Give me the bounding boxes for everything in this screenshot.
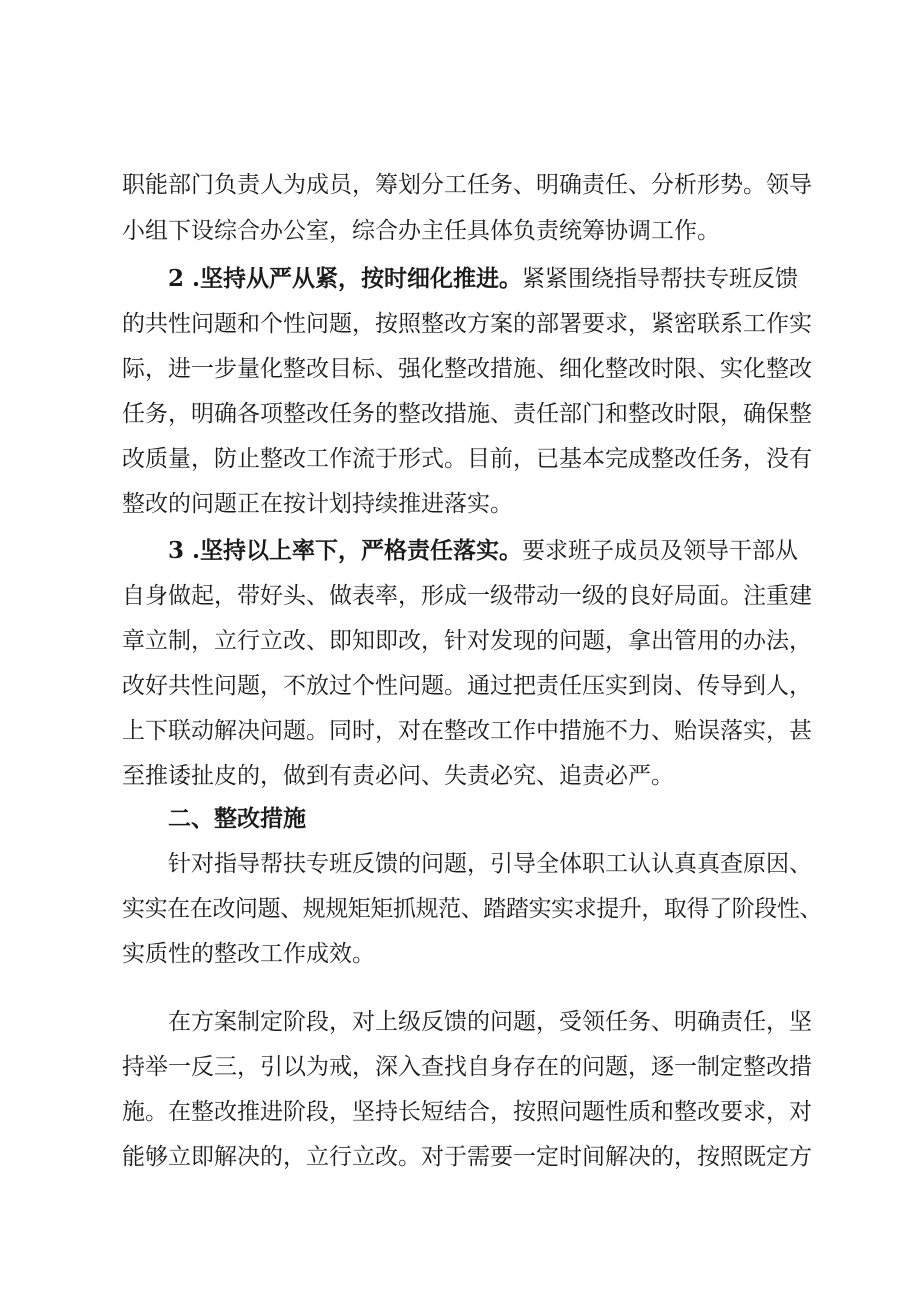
paragraph-3-line-6: 至推诿扯皮的，做到有责必问、失责必究、追责必严。	[122, 763, 674, 789]
paragraph-5-line-4: 能够立即解决的，立行立改。对于需要一定时间解决的，按照既定方	[122, 1144, 812, 1170]
paragraph-2-line-5: 改质量，防止整改工作流于形式。目前，已基本完成整改任务，没有	[122, 446, 812, 472]
paragraph-4-line-3: 实质性的整改工作成效。	[122, 941, 375, 967]
paragraph-3-line-4: 改好共性问题，不放过个性问题。通过把责任压实到岗、传导到人，	[122, 673, 812, 699]
paragraph-2-line-3: 际，进一步量化整改目标、强化整改措施、细化整改时限、实化整改	[122, 356, 812, 382]
paragraph-2-line-4: 任务，明确各项整改任务的整改措施、责任部门和整改时限，确保整	[122, 401, 812, 427]
paragraph-5-line-3: 施。在整改推进阶段，坚持长短结合，按照问题性质和整改要求，对	[122, 1099, 812, 1125]
paragraph-3-line-5: 上下联动解决问题。同时，对在整改工作中措施不力、贻误落实，甚	[122, 718, 812, 744]
paragraph-3-lead: 3 .坚持以上率下，严格责任落实。	[168, 537, 523, 564]
paragraph-3-line-1-rest: 要求班子成员及领导干部从	[522, 538, 799, 564]
paragraph-4-line-2: 实实在在改问题、规规矩矩抓规范、踏踏实实求提升，取得了阶段性、	[122, 896, 822, 922]
paragraph-2-line-6: 整改的问题正在按计划持续推进落实。	[122, 491, 513, 517]
paragraph-3-line-1	[122, 529, 822, 573]
paragraph-1-line-1: 职能部门负责人为成员，筹划分工任务、明确责任、分析形势。领导	[122, 172, 812, 198]
paragraph-1-line-2: 小组下设综合办公室，综合办主任具体负责统筹协调工作。	[122, 218, 720, 244]
paragraph-3-line-2: 自身做起，带好头、做表率，形成一级带动一级的良好局面。注重建	[122, 583, 812, 609]
paragraph-3-line-3: 章立制，立行立改、即知即改，针对发现的问题，拿出管用的办法，	[122, 628, 812, 654]
section-heading: 二、整改措施	[168, 806, 306, 832]
paragraph-5-line-1: 在方案制定阶段，对上级反馈的问题，受领任务、明确责任，坚	[168, 1009, 812, 1035]
paragraph-2-line-1-rest: 紧紧围绕指导帮扶专班反馈	[522, 266, 799, 292]
paragraph-2-lead: 2 .坚持从严从紧，按时细化推进。	[168, 265, 523, 292]
paragraph-2-line-2: 的共性问题和个性问题，按照整改方案的部署要求，紧密联系工作实	[122, 311, 812, 337]
paragraph-5-line-2: 持举一反三，引以为戒，深入查找自身存在的问题，逐一制定整改措	[122, 1054, 812, 1080]
paragraph-2-line-1	[122, 257, 822, 301]
paragraph-4-line-1: 针对指导帮扶专班反馈的问题，引导全体职工认认真真查原因、	[168, 851, 812, 877]
